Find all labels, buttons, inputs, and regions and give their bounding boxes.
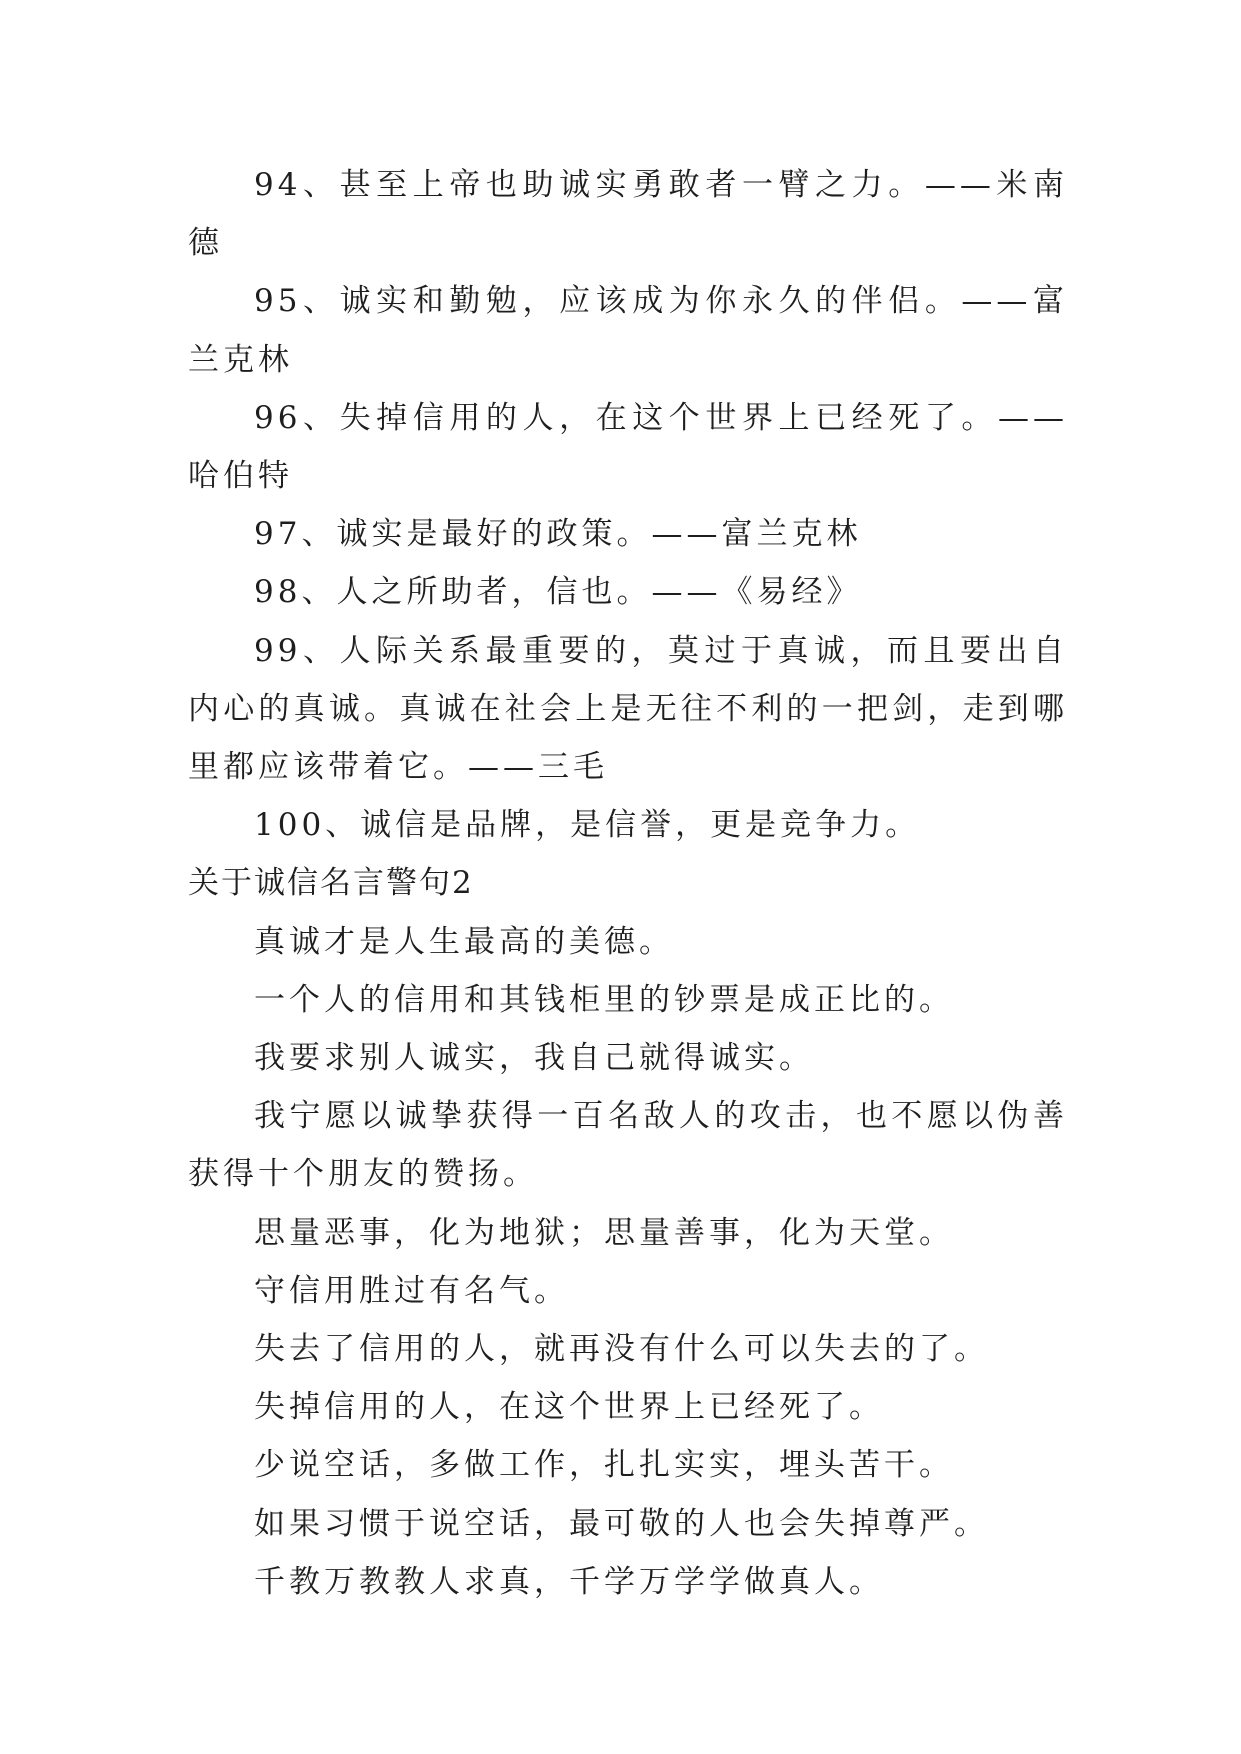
quote-paragraph: 98、人之所助者，信也。——《易经》 — [254, 574, 862, 611]
quote-paragraph: 千教万教教人求真，千学万学学做真人。 — [254, 1563, 884, 1600]
quote-paragraph: 少说空话，多做工作，扎扎实实，埋头苦干。 — [254, 1447, 954, 1484]
quote-paragraph: 99、人际关系最重要的，莫过于真诚，而且要出自内心的真诚。真诚在社会上是无往不利的一把剑，走到哪里都应该带着它。——三毛 — [188, 632, 1068, 786]
quote-paragraph: 97、诚实是最好的政策。——富兰克林 — [254, 516, 862, 553]
quote-paragraph: 守信用胜过有名气。 — [254, 1272, 569, 1309]
document-body — [188, 156, 1068, 1611]
quote-paragraph: 94、甚至上帝也助诚实勇敢者一臂之力。——米南德 — [188, 167, 1068, 262]
quote-paragraph: 96、失掉信用的人，在这个世界上已经死了。——哈伯特 — [188, 399, 1068, 495]
quote-paragraph: 100、诚信是品牌，是信誉，更是竞争力。 — [254, 807, 921, 844]
quote-paragraph: 95、诚实和勤勉，应该成为你永久的伴侣。——富兰克林 — [188, 283, 1068, 378]
quote-paragraph: 一个人的信用和其钱柜里的钞票是成正比的。 — [254, 981, 954, 1018]
quote-paragraph: 我宁愿以诚挚获得一百名敌人的攻击，也不愿以伪善获得十个朋友的赞扬。 — [188, 1098, 1068, 1193]
quote-paragraph: 失掉信用的人，在这个世界上已经死了。 — [254, 1389, 884, 1426]
quote-paragraph: 我要求别人诚实，我自己就得诚实。 — [254, 1040, 814, 1077]
quote-paragraph: 如果习惯于说空话，最可敬的人也会失掉尊严。 — [254, 1505, 989, 1542]
quote-paragraph: 失去了信用的人，就再没有什么可以失去的了。 — [254, 1331, 989, 1368]
quote-paragraph: 思量恶事，化为地狱；思量善事，化为天堂。 — [254, 1214, 954, 1251]
section-heading: 关于诚信名言警句2 — [188, 865, 474, 902]
quote-paragraph: 真诚才是人生最高的美德。 — [254, 923, 674, 960]
